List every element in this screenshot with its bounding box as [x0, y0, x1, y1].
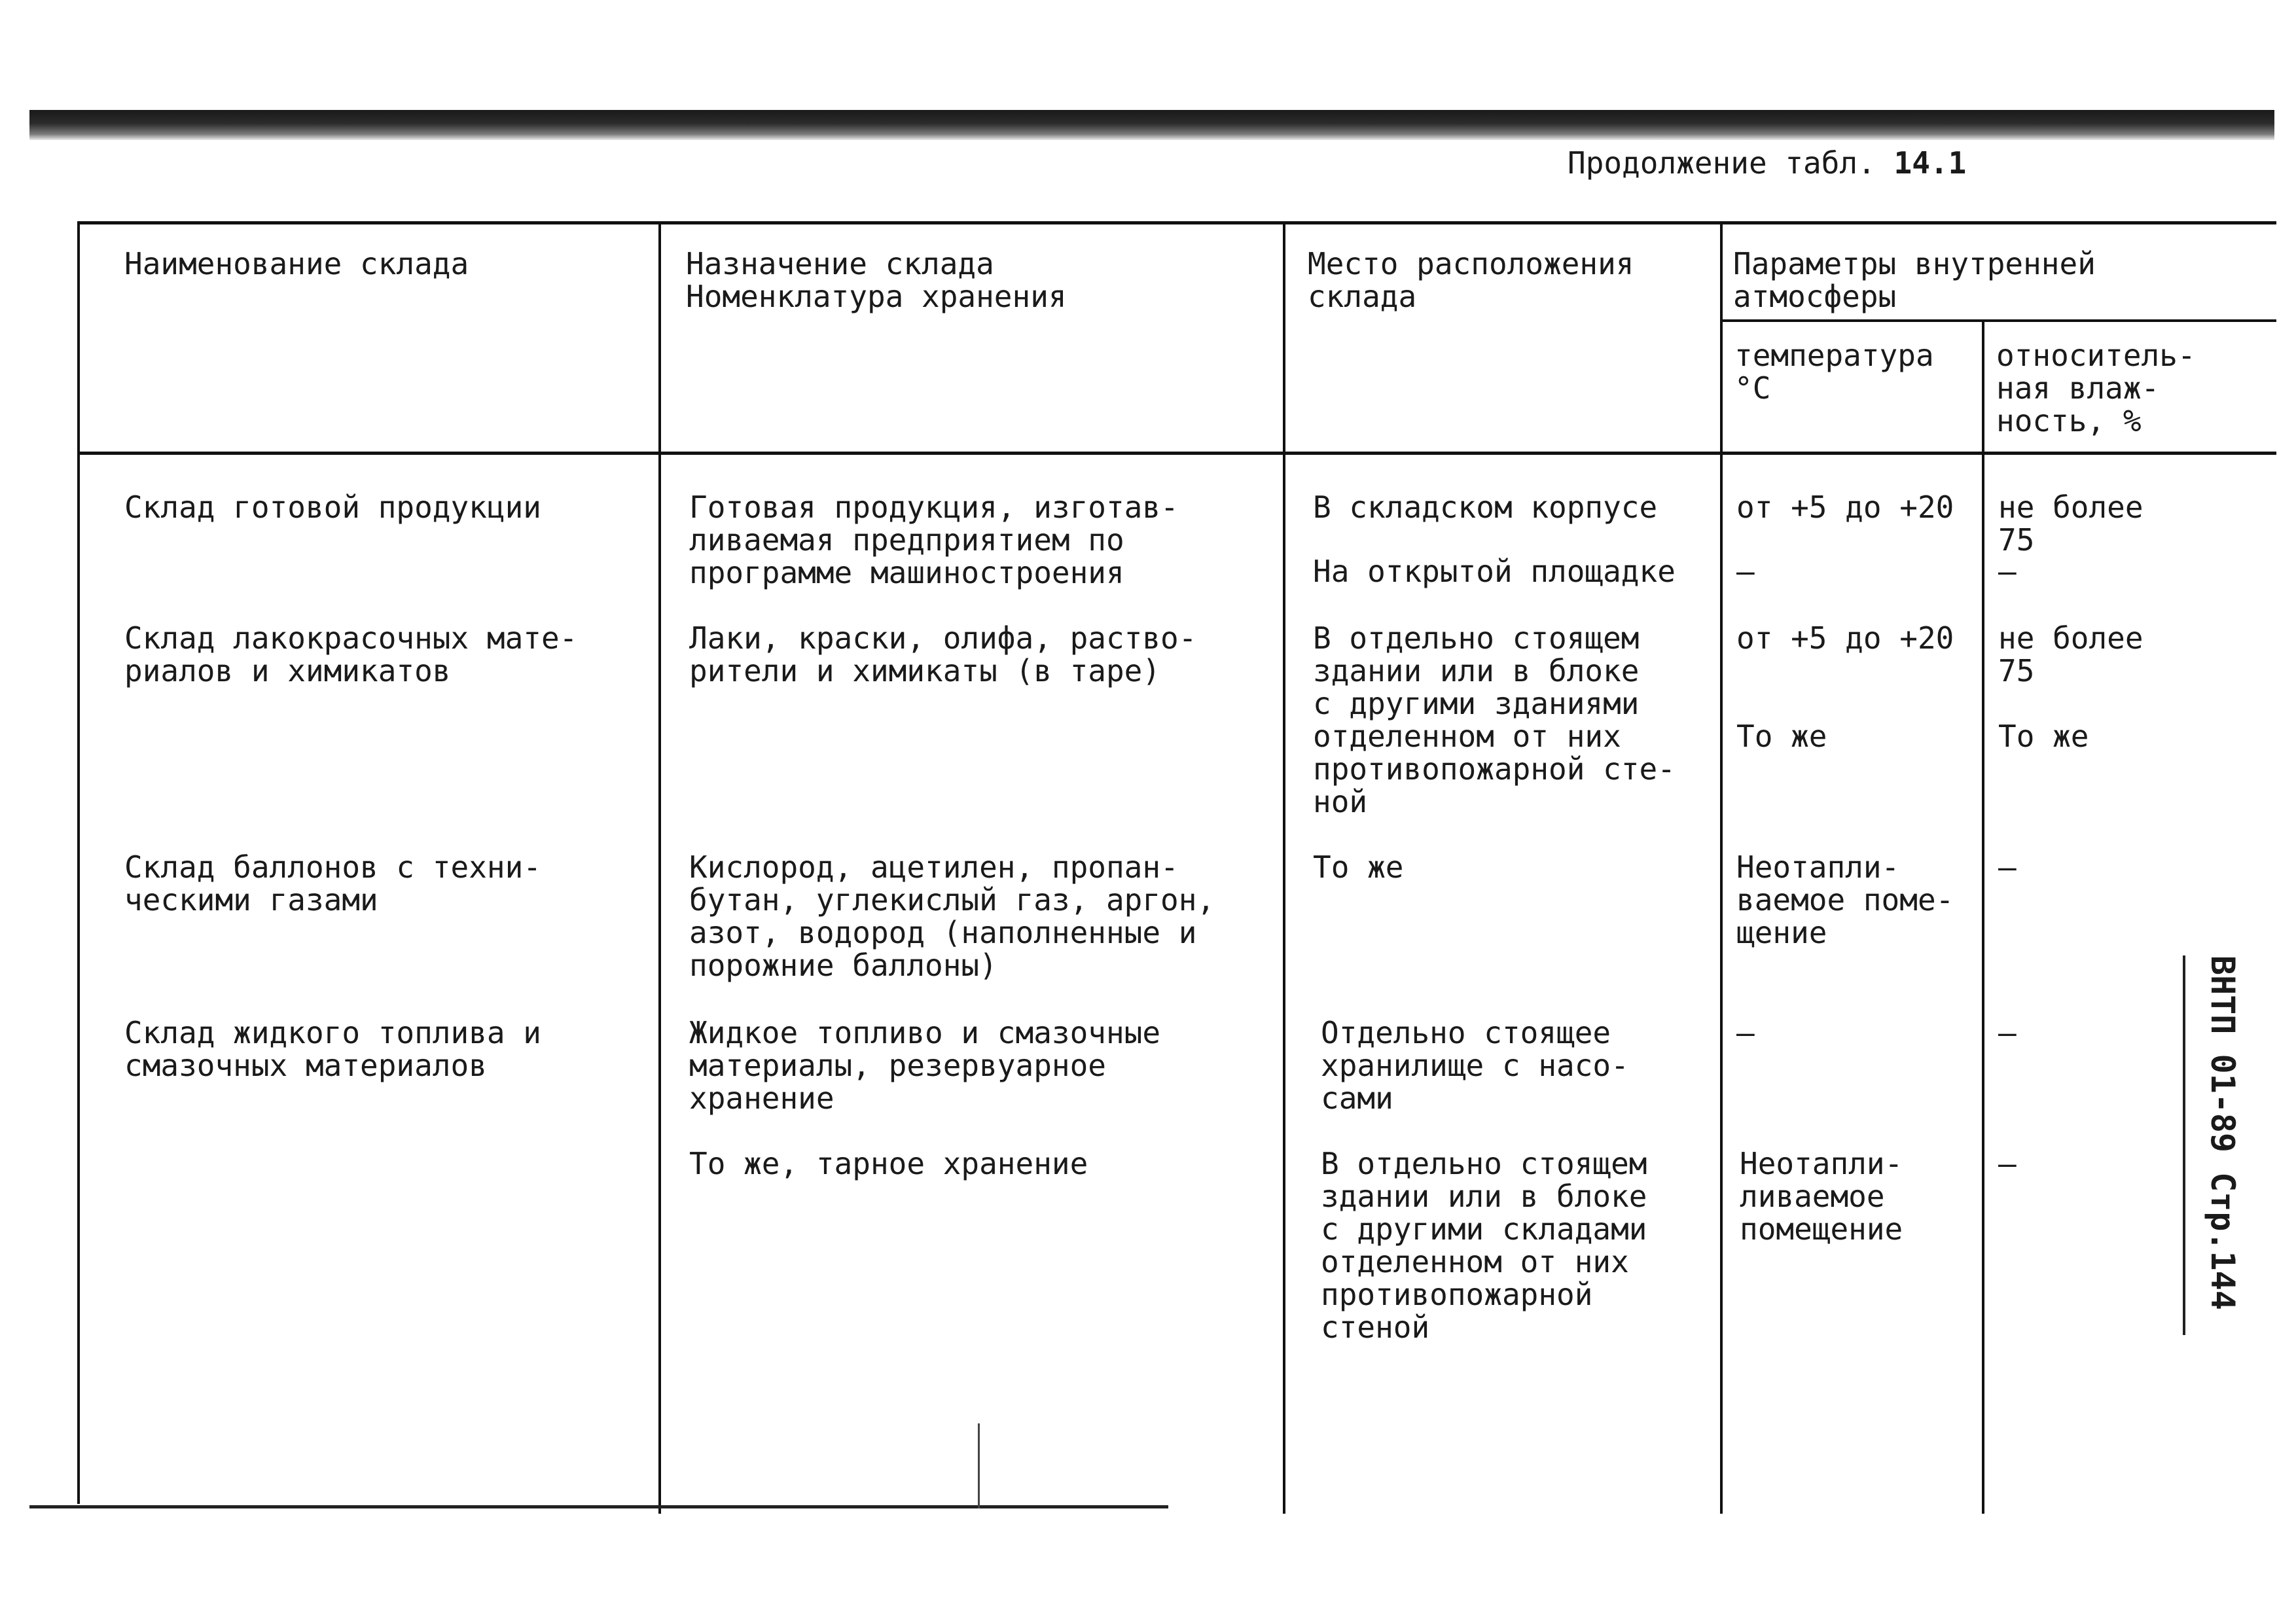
row-1-humidity-2: – — [1998, 554, 2017, 589]
scan-shadow-bar — [29, 110, 2274, 140]
row-2-humidity-1: не более 75 — [1998, 620, 2144, 688]
row-1-purpose: Готовая продукция, изготав- ливаемая предприятием по программе машиностроения — [689, 490, 1179, 590]
row-4-humidity: – — [1998, 1015, 2017, 1050]
row-3-location: То же — [1313, 849, 1404, 885]
row-4-purpose: Жидкое топливо и смазочные материалы, резервуарное хранение — [689, 1015, 1161, 1116]
row-4-name: Склад жидкого топлива и смазочных материалов — [124, 1015, 541, 1083]
col-rule-1 — [658, 221, 661, 1514]
page-bottom-rule — [29, 1505, 1168, 1508]
row-2-location: В отдельно стоящем здании или в блоке с другими зданиями отделенном от них противопожарной сте- ной — [1313, 620, 1676, 819]
warehouse-table — [77, 221, 2276, 1514]
header-purpose: Назначение склада Номенклатура хранения — [686, 246, 1067, 314]
row-3-humidity: – — [1998, 849, 2017, 885]
row-2-name: Склад лакокрасочных мате- риалов и химикатов — [124, 620, 578, 688]
col-rule-4 — [1982, 319, 1984, 1514]
continuation-text: Продолжение табл. — [1568, 145, 1876, 181]
stamp-text: ВНТП 01-89 Стр.144 — [2204, 955, 2242, 1310]
row-2-temperature-1: от +5 до +20 — [1736, 620, 1954, 656]
row-1-temperature-1: от +5 до +20 — [1736, 490, 1954, 525]
col-rule-left — [77, 221, 80, 1504]
header-atmosphere: Параметры внутренней атмосферы — [1733, 246, 2096, 314]
row-2-humidity-2: То же — [1998, 719, 2089, 754]
header-location: Место расположения склада — [1308, 246, 1634, 314]
table-top-rule — [77, 221, 2276, 224]
header-temperature: температура °C — [1734, 338, 1934, 406]
table-continuation-label — [1568, 145, 1966, 181]
header-bottom-rule — [77, 452, 2276, 455]
col-rule-3 — [1720, 221, 1723, 1514]
row-3-purpose: Кислород, ацетилен, пропан- бутан, углекислый газ, аргон, азот, водород (наполненные и порожние баллоны) — [689, 849, 1215, 983]
row-3-name: Склад баллонов с техни- ческими газами — [124, 849, 541, 918]
col-rule-2 — [1283, 221, 1285, 1514]
row-1-humidity-1: не более 75 — [1998, 490, 2144, 558]
row-2-purpose: Лаки, краски, олифа, раство- рители и химикаты (в таре) — [689, 620, 1197, 688]
header-humidity: относитель- ная влаж- ность, % — [1996, 338, 2196, 438]
row-5-temperature: Неотапли- ливаемое помещение — [1740, 1146, 1903, 1247]
side-page-stamp — [2179, 955, 2251, 1335]
row-3-temperature: Неотапли- ваемое поме- щение — [1736, 849, 1954, 950]
row-1-name: Склад готовой продукции — [124, 490, 541, 525]
row-5-purpose: То же, тарное хранение — [689, 1146, 1088, 1181]
row-1-temperature-2: – — [1736, 554, 1755, 589]
header-name: Наименование склада — [124, 246, 469, 281]
row-5-location: В отдельно стоящем здании или в блоке с другими складами отделенном от них противопожарной стеной — [1321, 1146, 1647, 1345]
row-4-location: Отдельно стоящее хранилище с насо- сами — [1321, 1015, 1629, 1116]
continuation-table-number: 14.1 — [1893, 145, 1967, 181]
row-2-temperature-2: То же — [1736, 719, 1827, 754]
row-4-temperature: – — [1736, 1015, 1755, 1050]
row-1-location-1: В складском корпусе — [1313, 490, 1658, 525]
atmosphere-sub-rule — [1720, 319, 2276, 322]
row-5-humidity: – — [1998, 1146, 2017, 1181]
row-1-location-2: На открытой площадке — [1313, 554, 1676, 589]
scan-artifact-mark — [978, 1423, 980, 1508]
stamp-underline — [2183, 955, 2185, 1335]
